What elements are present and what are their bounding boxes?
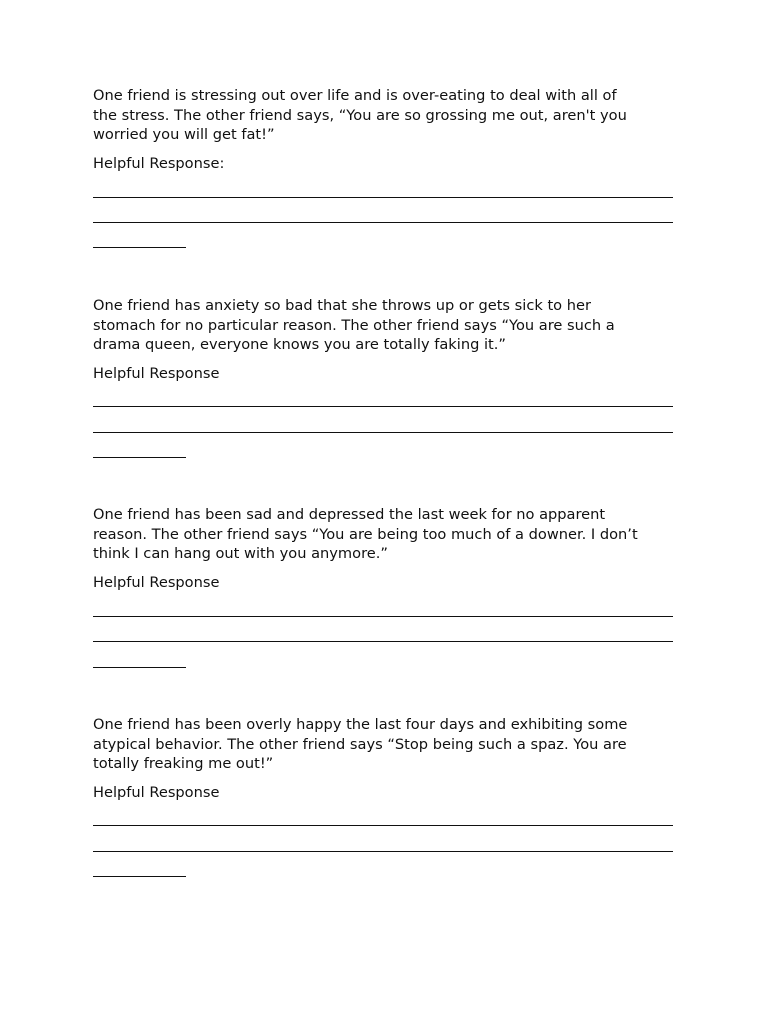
scenario-block-1 <box>93 86 673 172</box>
scenario-block-2 <box>93 296 673 382</box>
scenario-text: One friend has anxiety so bad that she throws up or gets sick to her stomach for no particular reason. The other friend says “You are such a drama queen, everyone knows you are totally faking it.” <box>93 297 615 353</box>
answer-line[interactable] <box>93 876 186 877</box>
helpful-response-label: Helpful Response <box>93 574 220 591</box>
answer-line[interactable] <box>93 457 186 458</box>
answer-line[interactable] <box>93 432 673 433</box>
answer-line[interactable] <box>93 667 186 668</box>
helpful-response-label: Helpful Response <box>93 784 220 801</box>
answer-line[interactable] <box>93 825 673 826</box>
scenario-text: One friend has been sad and depressed the last week for no apparent reason. The other friend says “You are being too much of a downer. I don’t think I can hang out with you anymore.” <box>93 506 638 562</box>
answer-line[interactable] <box>93 641 673 642</box>
scenario-text: One friend is stressing out over life and is over-eating to deal with all of the stress. The other friend says, “You are so grossing me out, aren't you worried you will get fat!” <box>93 87 627 143</box>
answer-line[interactable] <box>93 197 673 198</box>
scenario-block-4 <box>93 715 673 801</box>
helpful-response-label: Helpful Response <box>93 365 220 382</box>
scenario-text: One friend has been overly happy the last four days and exhibiting some atypical behavior. The other friend says “Stop being such a spaz. You are totally freaking me out!” <box>93 716 628 772</box>
answer-line[interactable] <box>93 247 186 248</box>
answer-line[interactable] <box>93 851 673 852</box>
answer-line[interactable] <box>93 222 673 223</box>
answer-line[interactable] <box>93 406 673 407</box>
helpful-response-label: Helpful Response: <box>93 155 225 172</box>
answer-line[interactable] <box>93 616 673 617</box>
scenario-block-3 <box>93 505 673 591</box>
